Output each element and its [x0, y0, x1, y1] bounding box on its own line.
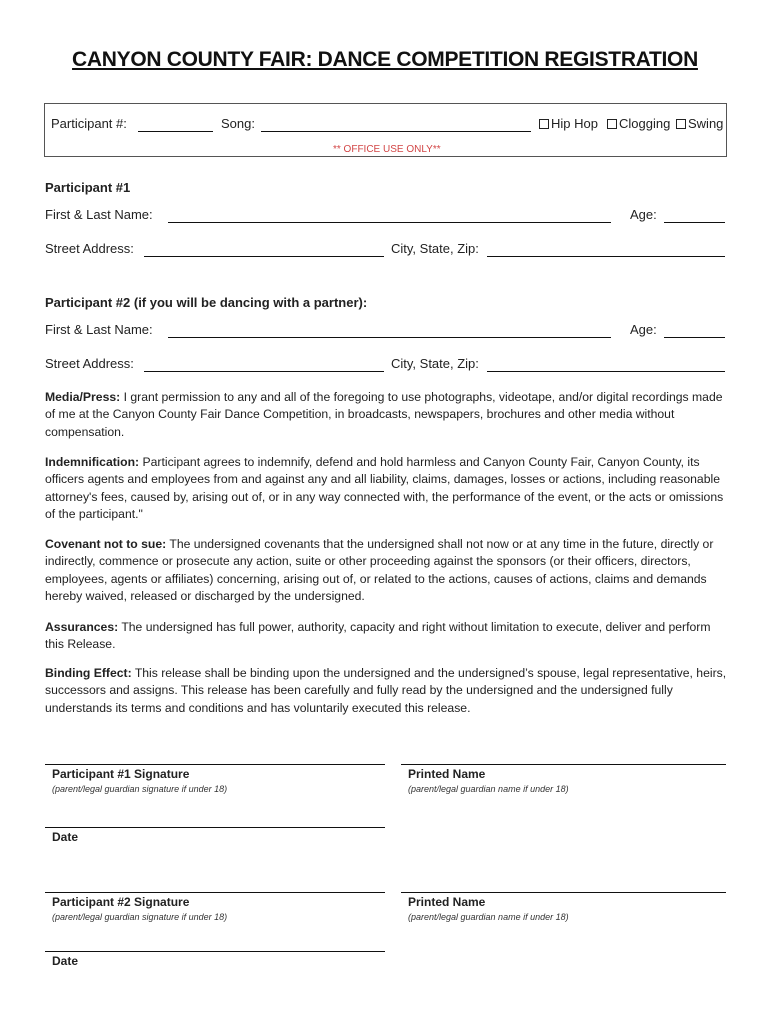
hip-hop-checkbox[interactable]	[539, 119, 549, 129]
participant2-date-line[interactable]	[45, 951, 385, 952]
song-field[interactable]	[261, 131, 531, 132]
participant2-street-label: Street Address:	[45, 356, 134, 371]
participant2-city-field[interactable]	[487, 371, 725, 372]
participant1-street-label: Street Address:	[45, 241, 134, 256]
participant1-name-field[interactable]	[168, 222, 611, 223]
participant1-printed-name-note: (parent/legal guardian name if under 18)	[408, 784, 569, 794]
office-use-box	[44, 103, 727, 157]
assurances-clause	[45, 619, 730, 654]
participant1-name-label: First & Last Name:	[45, 207, 153, 222]
covenant-heading: Covenant not to sue:	[45, 537, 167, 551]
media-heading: Media/Press:	[45, 390, 121, 404]
participant2-name-field[interactable]	[168, 337, 611, 338]
participant2-name-label: First & Last Name:	[45, 322, 153, 337]
clogging-checkbox[interactable]	[607, 119, 617, 129]
participant-number-field[interactable]	[138, 131, 213, 132]
participant2-age-label: Age:	[630, 322, 657, 337]
participant2-signature-note: (parent/legal guardian signature if under 18)	[52, 912, 228, 922]
assurances-heading: Assurances:	[45, 620, 119, 634]
indemnification-text: Participant agrees to indemnify, defend and hold harmless and Canyon County Fair, Canyon County, its officers agents and employees from and against any and all liability, claims, damages, losses or actions, including reasonable attorney's fees, caused by, arising out of, or in any way connected with, the performance of the event, or the acts or omissions of the participant."	[45, 455, 724, 522]
swing-checkbox[interactable]	[676, 119, 686, 129]
binding-clause	[45, 665, 730, 717]
option-hip-hop[interactable]: Hip Hop	[539, 116, 598, 131]
participant1-printed-name-label: Printed Name	[408, 767, 486, 781]
page-title: CANYON COUNTY FAIR: DANCE COMPETITION REGISTRATION	[72, 48, 698, 71]
binding-text: This release shall be binding upon the undersigned and the undersigned’s spouse, legal representative, heirs, successors and assigns. This release has been carefully and fully read by the undersigned and the undersigned fully understands its terms and conditions and has voluntarily executed this release.	[45, 666, 727, 715]
participant2-date-label: Date	[52, 954, 79, 968]
media-text: I grant permission to any and all of the foregoing to use photographs, videotape, and/or digital recordings made of me at the Canyon County Fair Dance Competition, in broadcasts, newspapers, brochures and other media without compensation.	[45, 390, 723, 439]
participant2-signature-label: Participant #2 Signature	[52, 895, 190, 909]
assurances-text: The undersigned has full power, authority, capacity and right without limitation to execute, deliver and perform this Release.	[45, 620, 711, 652]
participant-number-label: Participant #:	[51, 116, 127, 131]
participant1-signature-line[interactable]	[45, 764, 385, 765]
participant2-age-field[interactable]	[664, 337, 725, 338]
participant1-printed-name-line[interactable]	[401, 764, 726, 765]
participant1-city-label: City, State, Zip:	[391, 241, 479, 256]
participant1-date-label: Date	[52, 830, 79, 844]
participant1-heading: Participant #1	[45, 180, 131, 195]
participant1-city-field[interactable]	[487, 256, 725, 257]
office-use-note: ** OFFICE USE ONLY**	[333, 144, 441, 155]
media-clause	[45, 389, 730, 441]
participant1-street-field[interactable]	[144, 256, 384, 257]
option-swing[interactable]: Swing	[676, 116, 723, 131]
participant2-street-field[interactable]	[144, 371, 384, 372]
indemnification-clause	[45, 454, 730, 524]
binding-heading: Binding Effect:	[45, 666, 132, 680]
participant1-age-field[interactable]	[664, 222, 725, 223]
participant2-printed-name-line[interactable]	[401, 892, 726, 893]
song-label: Song:	[221, 116, 255, 131]
participant2-signature-line[interactable]	[45, 892, 385, 893]
participant2-printed-name-note: (parent/legal guardian name if under 18)	[408, 912, 569, 922]
participant2-printed-name-label: Printed Name	[408, 895, 486, 909]
covenant-clause	[45, 536, 730, 606]
option-clogging[interactable]: Clogging	[607, 116, 670, 131]
participant2-heading: Participant #2 (if you will be dancing with a partner):	[45, 295, 368, 310]
participant1-date-line[interactable]	[45, 827, 385, 828]
participant1-signature-note: (parent/legal guardian signature if under 18)	[52, 784, 228, 794]
participant1-signature-label: Participant #1 Signature	[52, 767, 190, 781]
participant1-age-label: Age:	[630, 207, 657, 222]
indemnification-heading: Indemnification:	[45, 455, 140, 469]
covenant-text: The undersigned covenants that the undersigned shall not now or at any time in the future, directly or indirectly, commence or prosecute any action, suite or other proceeding against the sponsors (or their officers, directors, employees, agents or affiliates) concerning, arising out of, or related to the actions, causes of actions, claims and demands hereby waived, released or discharged by the undersigned.	[45, 537, 714, 604]
participant2-city-label: City, State, Zip:	[391, 356, 479, 371]
